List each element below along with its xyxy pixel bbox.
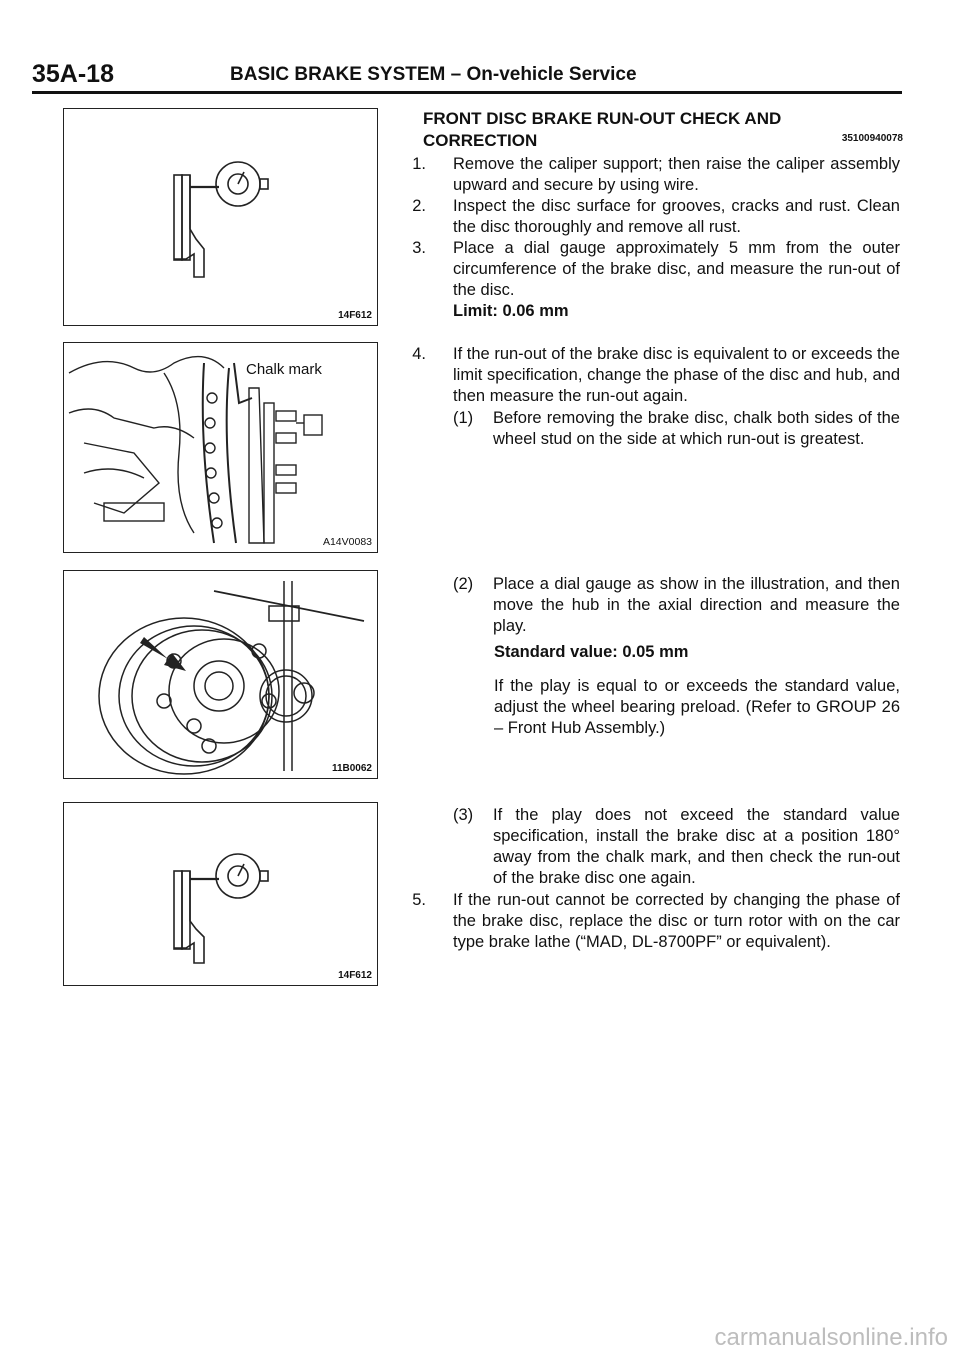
substep-1 [453, 408, 900, 450]
step-text: Inspect the disc surface for grooves, cracks and rust. Clean the disc thoroughly and remove all rust. [453, 197, 900, 236]
step-number: 1. [412, 155, 426, 173]
substep-number: (1) [453, 409, 474, 427]
step-text: Place a dial gauge approximately 5 mm from the outer circumference of the brake disc, and measure the run-out of the disc. [453, 239, 900, 299]
substep-number: (3) [453, 806, 474, 824]
substep-number: (2) [453, 575, 474, 593]
step-text: If the run-out of the brake disc is equivalent to or exceeds the limit specification, change the phase of the disc and hub, and then measure the run-out again. [453, 345, 900, 405]
figure-code: 11B0062 [331, 763, 372, 774]
step-text: Remove the caliper support; then raise the caliper assembly upward and secure by using wire. [453, 155, 900, 194]
dial-gauge-illustration [64, 803, 377, 985]
step-number: 3. [412, 239, 426, 257]
substep-text: If the play does not exceed the standard value specification, install the brake disc at a position 180° away from the chalk mark, and then check the run-out of the brake disc one again. [493, 806, 900, 887]
figure-chalk-mark [63, 342, 378, 553]
figure-dial-gauge-1 [63, 108, 378, 326]
substep-2 [453, 574, 900, 637]
substep-text: Before removing the brake disc, chalk both sides of the wheel stud on the side at which run-out is greatest. [493, 409, 900, 448]
page-number: 35A-18 [32, 60, 114, 88]
page-header [32, 60, 902, 88]
step-3 [396, 238, 900, 301]
step-2 [396, 196, 900, 238]
figure-code: 14F612 [338, 310, 372, 321]
step-number: 4. [412, 345, 426, 363]
step-5 [396, 890, 900, 953]
heading-line-2: CORRECTION [423, 131, 538, 150]
step-1 [396, 154, 900, 196]
figure-code: 14F612 [338, 970, 372, 981]
step-4 [396, 344, 900, 407]
step-number: 5. [412, 891, 426, 909]
heading-line-1: FRONT DISC BRAKE RUN-OUT CHECK AND [423, 109, 782, 128]
procedure-code: 35100940078 [841, 133, 903, 144]
section-title: BASIC BRAKE SYSTEM – On-vehicle Service [230, 64, 637, 85]
dial-gauge-illustration [64, 109, 377, 325]
figure-hub-play [63, 570, 378, 779]
watermark: carmanualsonline.info [714, 1324, 948, 1351]
chalk-mark-label: Chalk mark [246, 361, 322, 378]
step-text: If the run-out cannot be corrected by changing the phase of the brake disc, replace the disc or turn rotor with on the car type brake lathe (“MAD, DL-8700PF” or equivalent). [453, 891, 900, 951]
substep-text: Place a dial gauge as show in the illustration, and then move the hub in the axial direction and measure the play. [493, 575, 900, 635]
hub-axial-play-illustration [64, 571, 377, 778]
hub-chalk-mark-illustration [64, 343, 377, 552]
play-note: If the play is equal to or exceeds the standard value, adjust the wheel bearing preload. (Refer to GROUP 26 – Front Hub Assembly.) [494, 677, 900, 737]
header-rule [32, 91, 902, 94]
step-number: 2. [412, 197, 426, 215]
figure-dial-gauge-2 [63, 802, 378, 986]
figure-code: A14V0083 [322, 536, 372, 548]
procedure-heading [423, 108, 903, 152]
standard-value-spec: Standard value: 0.05 mm [494, 643, 689, 661]
limit-spec: Limit: 0.06 mm [453, 302, 569, 320]
substep-3 [453, 805, 900, 889]
